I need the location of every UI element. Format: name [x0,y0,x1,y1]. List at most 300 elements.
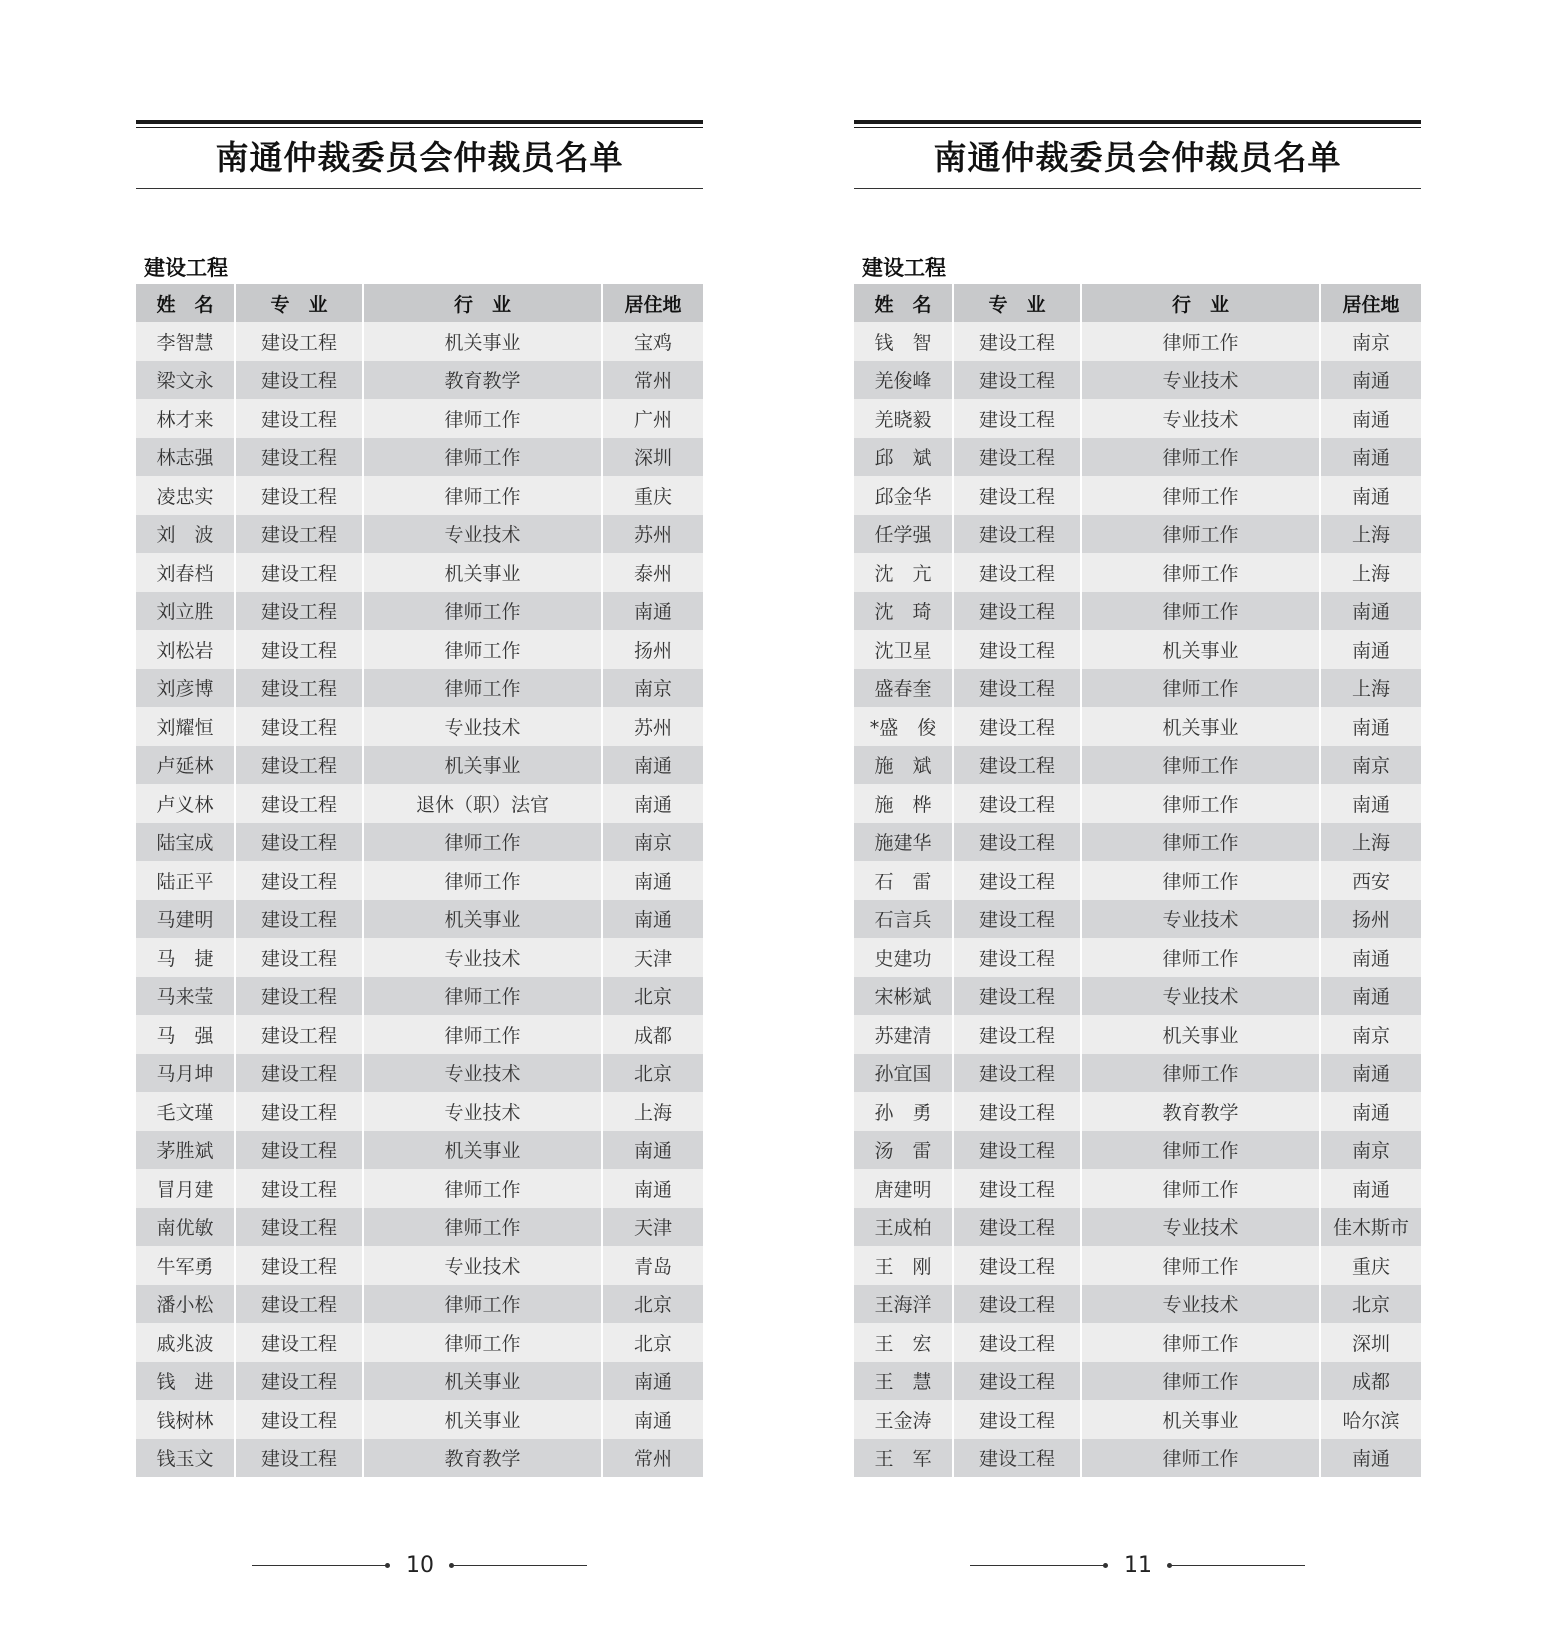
cell-name: 刘彦博 [136,669,235,708]
page-title: 南通仲裁委员会仲裁员名单 [933,138,1342,177]
cell-specialty: 建设工程 [953,669,1081,708]
cell-industry: 机关事业 [363,1400,602,1439]
table-row [854,515,1421,554]
cell-residence: 南通 [1320,707,1421,746]
cell-specialty: 建设工程 [953,1246,1081,1285]
cell-name: 梁文永 [136,361,235,400]
cell-name: 刘 波 [136,515,235,554]
cell-industry: 律师工作 [1081,1131,1320,1170]
cell-name: 卢延林 [136,746,235,785]
cell-residence: 南通 [1320,784,1421,823]
cell-industry: 律师工作 [1081,1439,1320,1478]
cell-residence: 天津 [602,1208,703,1247]
cell-name: 马 捷 [136,938,235,977]
page-footer [136,1553,703,1579]
table-row [854,1169,1421,1208]
cell-specialty: 建设工程 [953,977,1081,1016]
cell-industry: 专业技术 [1081,900,1320,939]
table-row [854,553,1421,592]
cell-industry: 律师工作 [1081,784,1320,823]
cell-specialty: 建设工程 [953,361,1081,400]
table-row [136,823,703,862]
cell-industry: 教育教学 [363,361,602,400]
cell-industry: 机关事业 [1081,707,1320,746]
table-row [136,1362,703,1401]
cell-industry: 律师工作 [1081,515,1320,554]
table-row [854,1323,1421,1362]
table-row [854,707,1421,746]
footer-line-right [452,1565,587,1566]
cell-residence: 南京 [1320,746,1421,785]
table-row [136,977,703,1016]
cell-name: 石言兵 [854,900,953,939]
cell-name: 林志强 [136,438,235,477]
cell-industry: 律师工作 [1081,1169,1320,1208]
cell-name: 王 慧 [854,1362,953,1401]
cell-residence: 天津 [602,938,703,977]
table-header-row [854,284,1421,322]
cell-name: 冒月建 [136,1169,235,1208]
cell-residence: 南通 [1320,1169,1421,1208]
cell-residence: 泰州 [602,553,703,592]
cell-specialty: 建设工程 [953,746,1081,785]
cell-residence: 南通 [602,784,703,823]
table-row [854,746,1421,785]
cell-industry: 律师工作 [363,1323,602,1362]
cell-name: 陆正平 [136,861,235,900]
cell-industry: 机关事业 [1081,630,1320,669]
table-row [136,1400,703,1439]
header-rule-thick [136,120,703,124]
cell-name: 卢义林 [136,784,235,823]
table-row [136,784,703,823]
cell-residence: 重庆 [602,476,703,515]
cell-name: 毛文瑾 [136,1092,235,1131]
cell-name: 汤 雷 [854,1131,953,1170]
cell-residence: 北京 [602,1323,703,1362]
cell-industry: 专业技术 [1081,361,1320,400]
cell-residence: 成都 [602,1015,703,1054]
cell-name: 潘小松 [136,1285,235,1324]
cell-name: 茅胜斌 [136,1131,235,1170]
cell-specialty: 建设工程 [953,1439,1081,1478]
cell-industry: 律师工作 [1081,1054,1320,1093]
cell-name: 羌晓毅 [854,399,953,438]
cell-specialty: 建设工程 [235,515,363,554]
arbitrator-table [136,284,703,1477]
table-row [854,669,1421,708]
footer-line-left [252,1565,387,1566]
cell-name: 马 强 [136,1015,235,1054]
table-row [136,361,703,400]
table-row [854,784,1421,823]
cell-specialty: 建设工程 [953,592,1081,631]
header-rule-bottom [136,188,703,189]
cell-residence: 南通 [602,592,703,631]
cell-industry: 律师工作 [363,592,602,631]
cell-specialty: 建设工程 [953,438,1081,477]
cell-residence: 北京 [602,1054,703,1093]
cell-specialty: 建设工程 [953,1092,1081,1131]
cell-specialty: 建设工程 [235,1439,363,1478]
cell-name: 邱 斌 [854,438,953,477]
page-left [136,0,703,1633]
table-row [854,1208,1421,1247]
table-row [854,476,1421,515]
cell-industry: 教育教学 [1081,1092,1320,1131]
cell-residence: 南通 [602,1169,703,1208]
cell-name: 苏建清 [854,1015,953,1054]
cell-specialty: 建设工程 [953,399,1081,438]
cell-specialty: 建设工程 [953,553,1081,592]
cell-specialty: 建设工程 [235,1131,363,1170]
cell-industry: 律师工作 [363,1285,602,1324]
cell-industry: 退休（职）法官 [363,784,602,823]
cell-industry: 专业技术 [363,938,602,977]
table-row [854,1439,1421,1478]
table-row [854,1362,1421,1401]
cell-specialty: 建设工程 [235,746,363,785]
cell-specialty: 建设工程 [235,707,363,746]
cell-industry: 律师工作 [363,476,602,515]
cell-residence: 常州 [602,1439,703,1478]
footer-dot-left [1103,1563,1108,1568]
cell-name: 沈 琦 [854,592,953,631]
section-label: 建设工程 [862,256,946,280]
cell-specialty: 建设工程 [235,938,363,977]
table-row [136,1131,703,1170]
cell-specialty: 建设工程 [953,1285,1081,1324]
cell-name: 王 军 [854,1439,953,1478]
table-row [854,399,1421,438]
cell-residence: 宝鸡 [602,322,703,361]
table-row [136,630,703,669]
cell-specialty: 建设工程 [235,669,363,708]
cell-residence: 南京 [1320,1131,1421,1170]
table-row [136,399,703,438]
cell-specialty: 建设工程 [235,784,363,823]
cell-specialty: 建设工程 [235,399,363,438]
table-header-row [136,284,703,322]
cell-industry: 专业技术 [363,1054,602,1093]
cell-residence: 南通 [1320,361,1421,400]
cell-name: 施 桦 [854,784,953,823]
cell-specialty: 建设工程 [953,900,1081,939]
cell-specialty: 建设工程 [235,630,363,669]
cell-industry: 律师工作 [363,438,602,477]
cell-name: *盛 俊 [854,707,953,746]
page-number: 11 [1124,1553,1152,1578]
cell-residence: 北京 [1320,1285,1421,1324]
table-row [854,1285,1421,1324]
header-industry: 行 业 [1081,284,1320,322]
header-industry: 行 业 [363,284,602,322]
cell-residence: 苏州 [602,707,703,746]
cell-residence: 南京 [602,823,703,862]
cell-name: 王成柏 [854,1208,953,1247]
cell-residence: 成都 [1320,1362,1421,1401]
cell-residence: 南通 [1320,592,1421,631]
table-row [136,669,703,708]
cell-residence: 南通 [602,861,703,900]
cell-residence: 重庆 [1320,1246,1421,1285]
cell-specialty: 建设工程 [953,1169,1081,1208]
cell-industry: 律师工作 [1081,746,1320,785]
cell-industry: 律师工作 [363,669,602,708]
cell-specialty: 建设工程 [235,1323,363,1362]
cell-name: 钱玉文 [136,1439,235,1478]
cell-specialty: 建设工程 [235,322,363,361]
table-row [854,977,1421,1016]
cell-industry: 律师工作 [1081,1362,1320,1401]
cell-industry: 律师工作 [363,823,602,862]
header-specialty: 专 业 [953,284,1081,322]
header-residence: 居住地 [1320,284,1421,322]
cell-name: 石 雷 [854,861,953,900]
cell-residence: 苏州 [602,515,703,554]
header-name: 姓 名 [854,284,953,322]
cell-industry: 专业技术 [363,1246,602,1285]
cell-specialty: 建设工程 [235,1054,363,1093]
cell-residence: 南京 [1320,1015,1421,1054]
table-row [136,322,703,361]
cell-specialty: 建设工程 [235,1400,363,1439]
cell-name: 王 刚 [854,1246,953,1285]
cell-industry: 专业技术 [1081,977,1320,1016]
cell-residence: 南通 [1320,630,1421,669]
table-row [136,515,703,554]
cell-industry: 机关事业 [363,553,602,592]
cell-industry: 律师工作 [1081,438,1320,477]
table-row [136,1169,703,1208]
cell-name: 史建功 [854,938,953,977]
table-row [854,592,1421,631]
cell-specialty: 建设工程 [235,553,363,592]
table-row [136,592,703,631]
cell-residence: 深圳 [1320,1323,1421,1362]
cell-industry: 专业技术 [363,707,602,746]
cell-specialty: 建设工程 [953,938,1081,977]
cell-industry: 机关事业 [1081,1400,1320,1439]
table-row [854,1015,1421,1054]
cell-residence: 南通 [602,1131,703,1170]
cell-name: 钱树林 [136,1400,235,1439]
header-rule-bottom [854,188,1421,189]
table-row [136,1246,703,1285]
cell-residence: 南通 [602,746,703,785]
cell-residence: 扬州 [1320,900,1421,939]
page-number: 10 [406,1553,434,1578]
cell-industry: 律师工作 [363,1169,602,1208]
table-row [136,1323,703,1362]
table-row [136,938,703,977]
cell-residence: 南通 [1320,938,1421,977]
cell-residence: 南京 [602,669,703,708]
table-row [854,1131,1421,1170]
cell-name: 钱 进 [136,1362,235,1401]
cell-residence: 上海 [602,1092,703,1131]
footer-dot-left [385,1563,390,1568]
cell-industry: 律师工作 [1081,592,1320,631]
cell-industry: 机关事业 [363,746,602,785]
table-row [136,476,703,515]
cell-name: 任学强 [854,515,953,554]
cell-specialty: 建设工程 [953,861,1081,900]
cell-residence: 南通 [1320,476,1421,515]
cell-residence: 南通 [1320,1092,1421,1131]
cell-specialty: 建设工程 [235,861,363,900]
cell-specialty: 建设工程 [953,322,1081,361]
cell-name: 陆宝成 [136,823,235,862]
cell-name: 钱 智 [854,322,953,361]
arbitrator-table [854,284,1421,1477]
table-row [854,1092,1421,1131]
cell-residence: 哈尔滨 [1320,1400,1421,1439]
table-row [854,900,1421,939]
cell-specialty: 建设工程 [235,1285,363,1324]
cell-industry: 机关事业 [363,322,602,361]
page-footer [854,1553,1421,1579]
cell-residence: 上海 [1320,669,1421,708]
cell-industry: 律师工作 [1081,861,1320,900]
table-row [136,1015,703,1054]
table-row [136,553,703,592]
cell-residence: 青岛 [602,1246,703,1285]
cell-specialty: 建设工程 [235,1362,363,1401]
cell-residence: 南通 [1320,438,1421,477]
cell-residence: 南通 [1320,1439,1421,1478]
table-row [136,1092,703,1131]
table-row [854,322,1421,361]
cell-name: 沈卫星 [854,630,953,669]
cell-industry: 律师工作 [1081,476,1320,515]
page-header [854,120,1421,189]
table-row [136,1285,703,1324]
cell-industry: 律师工作 [1081,1246,1320,1285]
cell-name: 刘松岩 [136,630,235,669]
cell-name: 刘耀恒 [136,707,235,746]
table-row [136,707,703,746]
cell-name: 孙 勇 [854,1092,953,1131]
cell-specialty: 建设工程 [953,515,1081,554]
cell-residence: 南通 [602,1362,703,1401]
cell-specialty: 建设工程 [953,476,1081,515]
cell-name: 宋彬斌 [854,977,953,1016]
cell-residence: 常州 [602,361,703,400]
cell-industry: 律师工作 [1081,669,1320,708]
cell-specialty: 建设工程 [953,1015,1081,1054]
cell-specialty: 建设工程 [235,1015,363,1054]
cell-specialty: 建设工程 [235,1169,363,1208]
cell-name: 王 宏 [854,1323,953,1362]
cell-specialty: 建设工程 [235,1208,363,1247]
table-row [854,1054,1421,1093]
cell-industry: 专业技术 [1081,399,1320,438]
header-residence: 居住地 [602,284,703,322]
table-row [854,630,1421,669]
cell-name: 林才来 [136,399,235,438]
cell-residence: 深圳 [602,438,703,477]
cell-specialty: 建设工程 [953,1362,1081,1401]
cell-name: 王金涛 [854,1400,953,1439]
cell-specialty: 建设工程 [953,1400,1081,1439]
cell-residence: 上海 [1320,553,1421,592]
section-label: 建设工程 [144,256,228,280]
cell-industry: 机关事业 [363,900,602,939]
footer-line-right [1170,1565,1305,1566]
cell-name: 马月坤 [136,1054,235,1093]
cell-specialty: 建设工程 [235,361,363,400]
cell-specialty: 建设工程 [235,1246,363,1285]
cell-specialty: 建设工程 [953,1208,1081,1247]
table-row [854,1400,1421,1439]
cell-specialty: 建设工程 [235,476,363,515]
page-title: 南通仲裁委员会仲裁员名单 [215,138,624,177]
cell-name: 王海洋 [854,1285,953,1324]
cell-name: 邱金华 [854,476,953,515]
cell-name: 施 斌 [854,746,953,785]
cell-specialty: 建设工程 [953,784,1081,823]
table-row [136,746,703,785]
cell-name: 盛春奎 [854,669,953,708]
header-rule-thick [854,120,1421,124]
header-specialty: 专 业 [235,284,363,322]
cell-residence: 南通 [602,900,703,939]
cell-specialty: 建设工程 [235,592,363,631]
cell-residence: 北京 [602,977,703,1016]
table-row [854,1246,1421,1285]
cell-industry: 律师工作 [1081,553,1320,592]
cell-residence: 西安 [1320,861,1421,900]
table-row [136,438,703,477]
table-row [136,1054,703,1093]
cell-name: 戚兆波 [136,1323,235,1362]
cell-residence: 上海 [1320,515,1421,554]
cell-industry: 专业技术 [363,1092,602,1131]
cell-specialty: 建设工程 [235,1092,363,1131]
cell-name: 唐建明 [854,1169,953,1208]
cell-name: 李智慧 [136,322,235,361]
cell-residence: 北京 [602,1285,703,1324]
cell-name: 牛军勇 [136,1246,235,1285]
cell-industry: 机关事业 [363,1362,602,1401]
cell-industry: 律师工作 [363,630,602,669]
cell-industry: 律师工作 [363,861,602,900]
header-name: 姓 名 [136,284,235,322]
cell-residence: 南通 [602,1400,703,1439]
cell-industry: 律师工作 [363,1015,602,1054]
table-row [136,900,703,939]
cell-name: 南优敏 [136,1208,235,1247]
cell-industry: 教育教学 [363,1439,602,1478]
cell-specialty: 建设工程 [953,707,1081,746]
cell-specialty: 建设工程 [953,630,1081,669]
table-row [854,823,1421,862]
cell-name: 刘立胜 [136,592,235,631]
cell-name: 凌忠实 [136,476,235,515]
cell-residence: 扬州 [602,630,703,669]
cell-residence: 南通 [1320,977,1421,1016]
cell-name: 孙宜国 [854,1054,953,1093]
cell-specialty: 建设工程 [235,900,363,939]
cell-industry: 机关事业 [1081,1015,1320,1054]
cell-industry: 律师工作 [363,977,602,1016]
cell-industry: 律师工作 [1081,322,1320,361]
cell-industry: 专业技术 [1081,1285,1320,1324]
page-right [854,0,1421,1633]
table-row [854,438,1421,477]
cell-residence: 上海 [1320,823,1421,862]
